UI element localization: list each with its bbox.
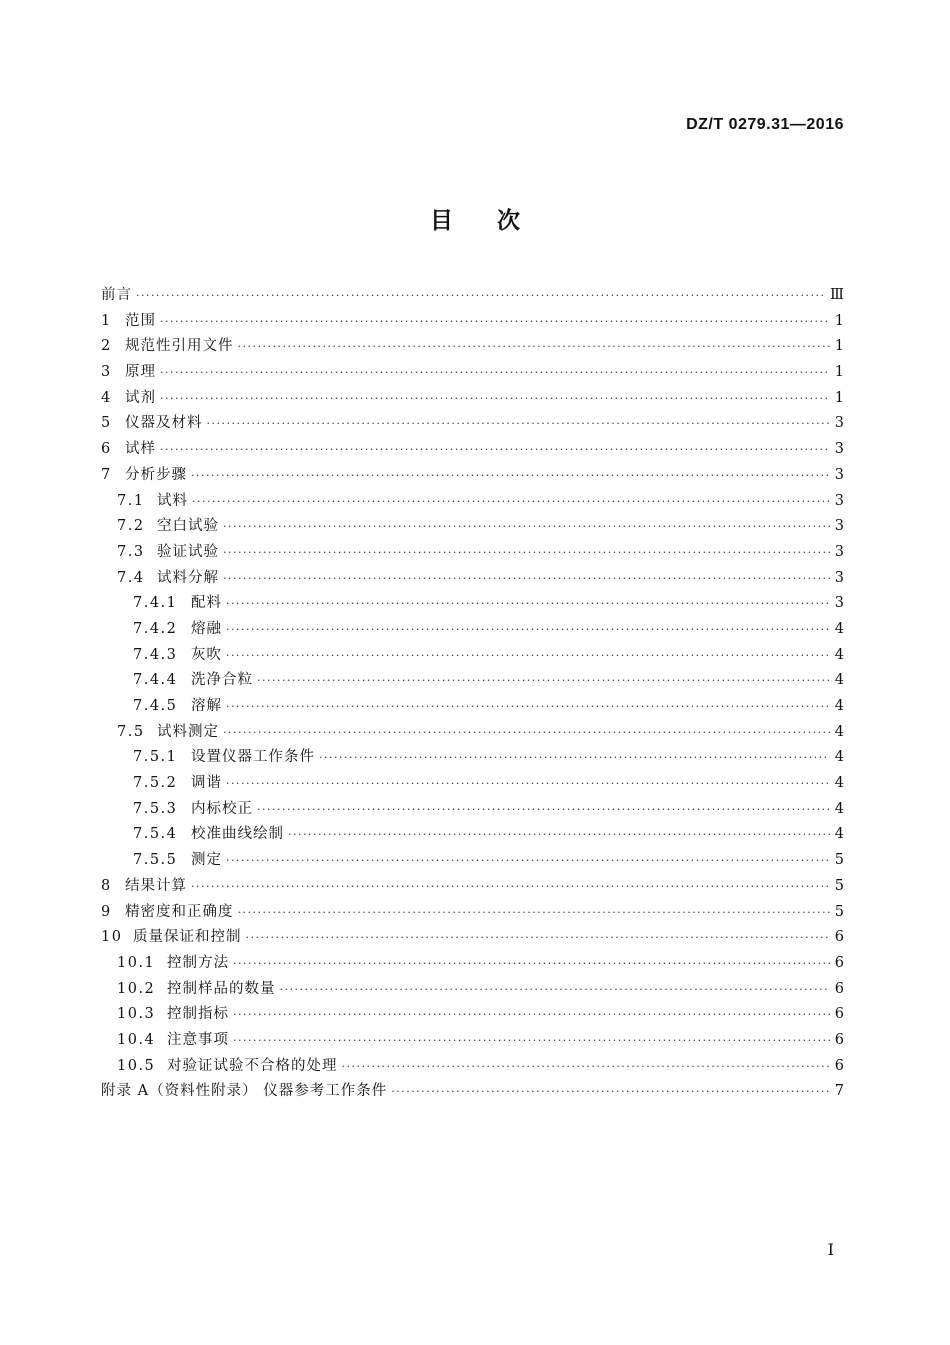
toc-entry-number: 7.3	[117, 543, 145, 560]
toc-entry[interactable]	[101, 1002, 844, 1028]
toc-dot-leader	[288, 822, 830, 848]
toc-entry-title: 空白试验	[157, 518, 219, 535]
toc-entry-page: 1	[834, 312, 844, 329]
toc-entry-number: 7.4.2	[133, 620, 178, 637]
toc-entry-number: 7.1	[117, 492, 145, 509]
toc-dot-leader	[246, 925, 831, 951]
toc-dot-leader	[233, 951, 830, 977]
toc-entry[interactable]	[101, 514, 844, 540]
toc-dot-leader	[238, 900, 831, 926]
toc-entry-number: 7.5.4	[133, 826, 178, 843]
toc-entry-number: 9	[101, 903, 112, 920]
table-of-contents	[101, 283, 844, 1105]
toc-entry-number: 7.5.2	[133, 775, 178, 792]
toc-entry-number: 7.4.5	[133, 698, 178, 714]
toc-entry[interactable]	[101, 463, 844, 489]
toc-entry[interactable]	[101, 900, 844, 926]
toc-entry-page: 4	[834, 723, 844, 740]
toc-entry[interactable]	[101, 437, 844, 463]
toc-entry-title: 溶解	[191, 698, 222, 714]
toc-entry[interactable]	[101, 489, 844, 515]
toc-entry-page: 3	[834, 441, 844, 458]
toc-dot-leader	[191, 463, 830, 489]
toc-entry-title: 试料	[157, 492, 188, 509]
toc-entry-page: 7	[834, 1083, 844, 1100]
toc-entry-page: 3	[834, 595, 844, 612]
document-code: DZ/T 0279.31—2016	[686, 116, 844, 133]
toc-entry-page: 6	[834, 929, 844, 946]
toc-dot-leader	[233, 1028, 830, 1054]
toc-entry-number: 10.4	[117, 1031, 156, 1048]
toc-entry[interactable]	[101, 977, 844, 1003]
toc-entry-number: 7.2	[117, 518, 145, 535]
toc-entry-title: 前言	[101, 287, 132, 303]
toc-entry-title: 控制指标	[167, 1006, 229, 1023]
toc-entry-title: 精密度和正确度	[125, 903, 234, 920]
toc-dot-leader	[226, 848, 830, 874]
toc-entry[interactable]	[101, 745, 844, 771]
toc-entry-title: 对验证试验不合格的处理	[167, 1057, 338, 1074]
toc-entry[interactable]	[101, 283, 844, 309]
toc-entry-page: 4	[834, 698, 844, 714]
toc-entry[interactable]	[101, 771, 844, 797]
toc-entry-title: 原理	[125, 364, 156, 381]
toc-entry-title: 结果计算	[125, 877, 187, 894]
toc-entry-number: 7.4.1	[133, 595, 178, 612]
toc-entry-page: 4	[834, 749, 844, 766]
toc-entry-page: 1	[834, 364, 844, 381]
toc-entry[interactable]	[101, 874, 844, 900]
toc-entry-title: 试料测定	[157, 723, 219, 740]
toc-entry[interactable]	[101, 694, 844, 720]
toc-entry-page: 4	[834, 826, 844, 843]
toc-dot-leader	[160, 386, 830, 412]
toc-entry-number: 4	[101, 389, 112, 406]
page-title: 目次	[430, 208, 564, 234]
toc-dot-leader	[192, 489, 830, 515]
toc-entry-title: 控制样品的数量	[167, 980, 276, 997]
toc-entry[interactable]	[101, 951, 844, 977]
toc-entry-page: 4	[834, 672, 844, 689]
toc-dot-leader	[136, 283, 826, 309]
toc-entry-page: 1	[834, 389, 844, 406]
toc-entry[interactable]	[101, 925, 844, 951]
toc-dot-leader	[226, 771, 830, 797]
toc-entry-page: 3	[834, 569, 844, 586]
toc-entry-title: 测定	[191, 852, 222, 869]
toc-entry-page: 6	[834, 980, 844, 997]
toc-entry-page: 5	[834, 903, 844, 920]
toc-entry-title: 质量保证和控制	[133, 929, 242, 946]
toc-entry[interactable]	[101, 643, 844, 669]
toc-entry-number: 10	[101, 929, 123, 946]
toc-entry[interactable]	[101, 411, 844, 437]
toc-entry-page: Ⅲ	[830, 287, 844, 303]
toc-dot-leader	[226, 643, 830, 669]
toc-entry-number: 7	[101, 466, 112, 483]
toc-entry-page: 4	[834, 775, 844, 792]
toc-dot-leader	[223, 540, 830, 566]
toc-entry-title: 注意事项	[167, 1031, 229, 1048]
toc-entry-number: 8	[101, 877, 112, 894]
page-number: I	[827, 1240, 834, 1259]
toc-entry-title: 校准曲线绘制	[191, 826, 284, 843]
toc-entry-page: 6	[834, 954, 844, 971]
toc-entry-title: 配料	[191, 595, 222, 612]
toc-entry-title: 熔融	[191, 620, 222, 637]
toc-dot-leader	[342, 1054, 831, 1080]
toc-entry-title: 验证试验	[157, 543, 219, 560]
toc-dot-leader	[280, 977, 831, 1003]
toc-dot-leader	[257, 797, 830, 823]
toc-entry[interactable]	[101, 540, 844, 566]
toc-dot-leader	[319, 745, 830, 771]
toc-entry[interactable]	[101, 386, 844, 412]
toc-entry[interactable]	[101, 617, 844, 643]
toc-entry-number: 7.4	[117, 569, 145, 586]
toc-entry-title: 附录 A（资料性附录） 仪器参考工作条件	[101, 1083, 388, 1100]
toc-entry-page: 3	[834, 518, 844, 535]
toc-dot-leader	[233, 1002, 830, 1028]
toc-entry-title: 设置仪器工作条件	[191, 749, 315, 766]
toc-dot-leader	[191, 874, 830, 900]
toc-entry-number: 1	[101, 312, 112, 329]
toc-entry-page: 4	[834, 800, 844, 817]
toc-entry[interactable]	[101, 591, 844, 617]
toc-entry-page: 3	[834, 415, 844, 432]
toc-entry[interactable]	[101, 1028, 844, 1054]
toc-entry-title: 分析步骤	[125, 466, 187, 483]
toc-dot-leader	[391, 1079, 830, 1105]
toc-entry-number: 7.4.4	[133, 672, 178, 689]
toc-entry-title: 试样	[125, 441, 156, 458]
toc-entry-page: 3	[834, 543, 844, 560]
toc-entry-number: 10.2	[117, 980, 156, 997]
toc-entry-page: 4	[834, 620, 844, 637]
toc-entry-number: 7.4.3	[133, 646, 178, 663]
toc-dot-leader	[160, 437, 830, 463]
toc-dot-leader	[160, 309, 830, 335]
toc-entry-title: 范围	[125, 312, 156, 329]
toc-entry-page: 6	[834, 1057, 844, 1074]
toc-entry-number: 2	[101, 338, 112, 355]
toc-entry[interactable]	[101, 668, 844, 694]
toc-entry[interactable]	[101, 848, 844, 874]
toc-dot-leader	[223, 514, 830, 540]
toc-dot-leader	[226, 617, 830, 643]
toc-entry-page: 4	[834, 646, 844, 663]
toc-entry-page: 6	[834, 1006, 844, 1023]
toc-entry-number: 7.5.5	[133, 852, 178, 869]
toc-entry-page: 5	[834, 877, 844, 894]
toc-entry-page: 1	[834, 338, 844, 355]
toc-entry[interactable]	[101, 360, 844, 386]
toc-dot-leader	[207, 411, 831, 437]
toc-entry-title: 试剂	[125, 389, 156, 406]
toc-entry[interactable]	[101, 797, 844, 823]
toc-entry[interactable]	[101, 1054, 844, 1080]
toc-entry-title: 内标校正	[191, 800, 253, 817]
toc-entry[interactable]	[101, 566, 844, 592]
toc-entry-title: 洗净合粒	[191, 672, 253, 689]
toc-entry-number: 3	[101, 364, 112, 381]
toc-dot-leader	[160, 360, 830, 386]
toc-entry[interactable]	[101, 822, 844, 848]
toc-entry[interactable]	[101, 720, 844, 746]
toc-entry-title: 灰吹	[191, 646, 222, 663]
toc-entry-page: 5	[834, 852, 844, 869]
toc-entry-page: 3	[834, 492, 844, 509]
toc-entry-number: 10.3	[117, 1006, 156, 1023]
toc-entry[interactable]	[101, 1079, 844, 1105]
toc-entry[interactable]	[101, 309, 844, 335]
toc-dot-leader	[226, 591, 830, 617]
toc-entry-title: 规范性引用文件	[125, 338, 234, 355]
toc-dot-leader	[226, 694, 830, 720]
toc-entry-title: 试料分解	[157, 569, 219, 586]
toc-entry-title: 仪器及材料	[125, 415, 203, 432]
toc-entry-number: 7.5.1	[133, 749, 178, 766]
toc-entry-title: 调谐	[191, 775, 222, 792]
toc-entry-number: 10.1	[117, 954, 156, 971]
toc-entry-number: 7.5	[117, 723, 145, 740]
toc-dot-leader	[223, 566, 830, 592]
toc-entry-number: 7.5.3	[133, 800, 178, 817]
toc-entry-title: 控制方法	[167, 954, 229, 971]
toc-dot-leader	[238, 334, 831, 360]
toc-entry-page: 6	[834, 1031, 844, 1048]
toc-dot-leader	[257, 668, 830, 694]
toc-entry[interactable]	[101, 334, 844, 360]
toc-entry-page: 3	[834, 466, 844, 483]
toc-dot-leader	[223, 720, 830, 746]
toc-entry-number: 10.5	[117, 1057, 156, 1074]
toc-entry-number: 6	[101, 441, 112, 458]
toc-entry-number: 5	[101, 415, 112, 432]
